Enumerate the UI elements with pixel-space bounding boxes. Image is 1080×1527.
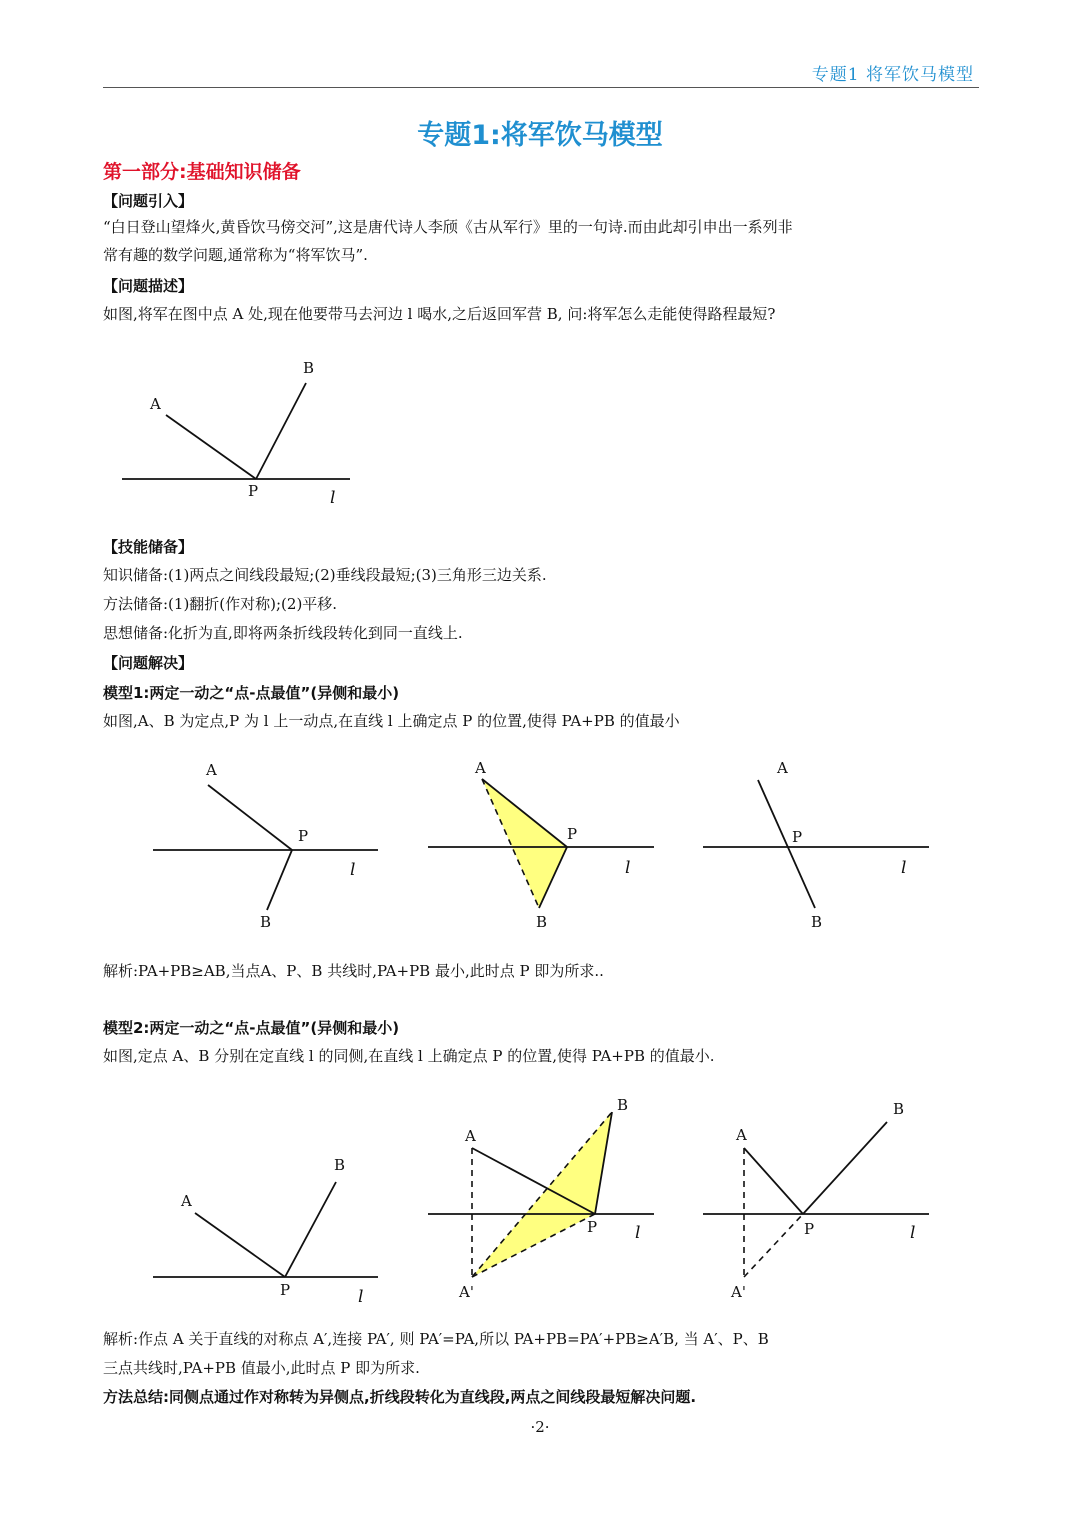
- page-number: ·2·: [530, 1418, 550, 1436]
- model2-figure-1: [150, 1150, 390, 1310]
- label-l: l: [910, 1223, 916, 1243]
- label-A: A: [777, 759, 788, 777]
- skill-item-3: 思想储备:化折为直,即将两条折线段转化到同一直线上.: [103, 624, 463, 642]
- running-header: 专题1 将军饮马模型: [811, 65, 974, 85]
- label-l: l: [350, 860, 356, 880]
- method-summary: 方法总结:同侧点通过作对称转为异侧点,折线段转化为直线段,两点之间线段最短解决问题.: [103, 1388, 697, 1406]
- fill-triangle: [482, 779, 567, 908]
- label-A: A: [465, 1127, 476, 1145]
- label-B: B: [617, 1096, 629, 1114]
- model1-title: 模型1:两定一动之“点-点最值”(异侧和最小): [103, 684, 400, 702]
- label-B: B: [303, 359, 315, 377]
- label-A: A: [206, 761, 217, 779]
- label-B: B: [334, 1156, 346, 1174]
- label-P: P: [280, 1281, 291, 1299]
- label-A: A: [736, 1126, 747, 1144]
- label-l: l: [358, 1287, 364, 1307]
- label-P: P: [804, 1220, 815, 1238]
- label-A: A: [181, 1192, 192, 1210]
- label-A-prime: A': [731, 1283, 746, 1301]
- skills-heading: 【技能储备】: [103, 538, 194, 556]
- label-B: B: [536, 913, 548, 931]
- intro-heading: 【问题引入】: [103, 192, 194, 210]
- label-P: P: [298, 827, 309, 845]
- model2-desc: 如图,定点 A、B 分别在定直线 l 的同侧,在直线 l 上确定点 P 的位置,使得 PA+PB 的值最小.: [103, 1047, 715, 1065]
- label-l: l: [625, 858, 631, 878]
- label-B: B: [893, 1100, 905, 1118]
- model1-figure-3: [700, 755, 940, 935]
- model1-desc: 如图,A、B 为定点,P 为 l 上一动点,在直线 l 上确定点 P 的位置,使得 PA+PB 的值最小: [103, 712, 680, 730]
- label-l: l: [330, 488, 336, 508]
- label-B: B: [260, 913, 272, 931]
- model2-figure-2: [425, 1090, 665, 1310]
- model1-figure-2: [425, 755, 665, 935]
- intro-line-1: “白日登山望烽火,黄昏饮马傍交河”,这是唐代诗人李颀《古从军行》里的一句诗.而由此却引申出一系列非: [103, 218, 793, 236]
- model2-figure-3: [700, 1090, 940, 1310]
- model2-analysis-line-2: 三点共线时,PA+PB 值最小,此时点 P 即为所求.: [103, 1359, 420, 1377]
- header-divider: [103, 87, 979, 88]
- label-l: l: [901, 858, 907, 878]
- desc-line-1: 如图,将军在图中点 A 处,现在他要带马去河边 l 喝水,之后返回军营 B, 问:将军怎么走能使得路程最短?: [103, 305, 776, 323]
- label-P: P: [567, 825, 578, 843]
- label-P: P: [792, 828, 803, 846]
- part-heading: 第一部分:基础知识储备: [103, 161, 301, 183]
- label-B: B: [811, 913, 823, 931]
- model1-analysis: 解析:PA+PB≥AB,当点A、P、B 共线时,PA+PB 最小,此时点 P 即为所求..: [103, 962, 604, 980]
- desc-heading: 【问题描述】: [103, 277, 194, 295]
- model1-figure-1: [150, 755, 390, 935]
- label-l: l: [635, 1223, 641, 1243]
- figure-intro: [110, 355, 370, 515]
- model2-analysis-line-1: 解析:作点 A 关于直线的对称点 A′,连接 PA′, 则 PA′=PA,所以 PA+PB=PA′+PB≥A′B, 当 A′、P、B: [103, 1330, 769, 1348]
- label-A-prime: A': [459, 1283, 474, 1301]
- skill-item-1: 知识储备:(1)两点之间线段最短;(2)垂线段最短;(3)三角形三边关系.: [103, 566, 547, 584]
- label-A: A: [150, 395, 161, 413]
- intro-line-2: 常有趣的数学问题,通常称为“将军饮马”.: [103, 246, 368, 264]
- label-P: P: [587, 1218, 598, 1236]
- fill-triangle: [472, 1112, 612, 1277]
- solve-heading: 【问题解决】: [103, 654, 194, 672]
- label-P: P: [248, 482, 259, 500]
- model2-title: 模型2:两定一动之“点-点最值”(异侧和最小): [103, 1019, 400, 1037]
- skill-item-2: 方法储备:(1)翻折(作对称);(2)平移.: [103, 595, 338, 613]
- page-title: 专题1:将军饮马模型: [417, 120, 663, 151]
- label-A: A: [475, 759, 486, 777]
